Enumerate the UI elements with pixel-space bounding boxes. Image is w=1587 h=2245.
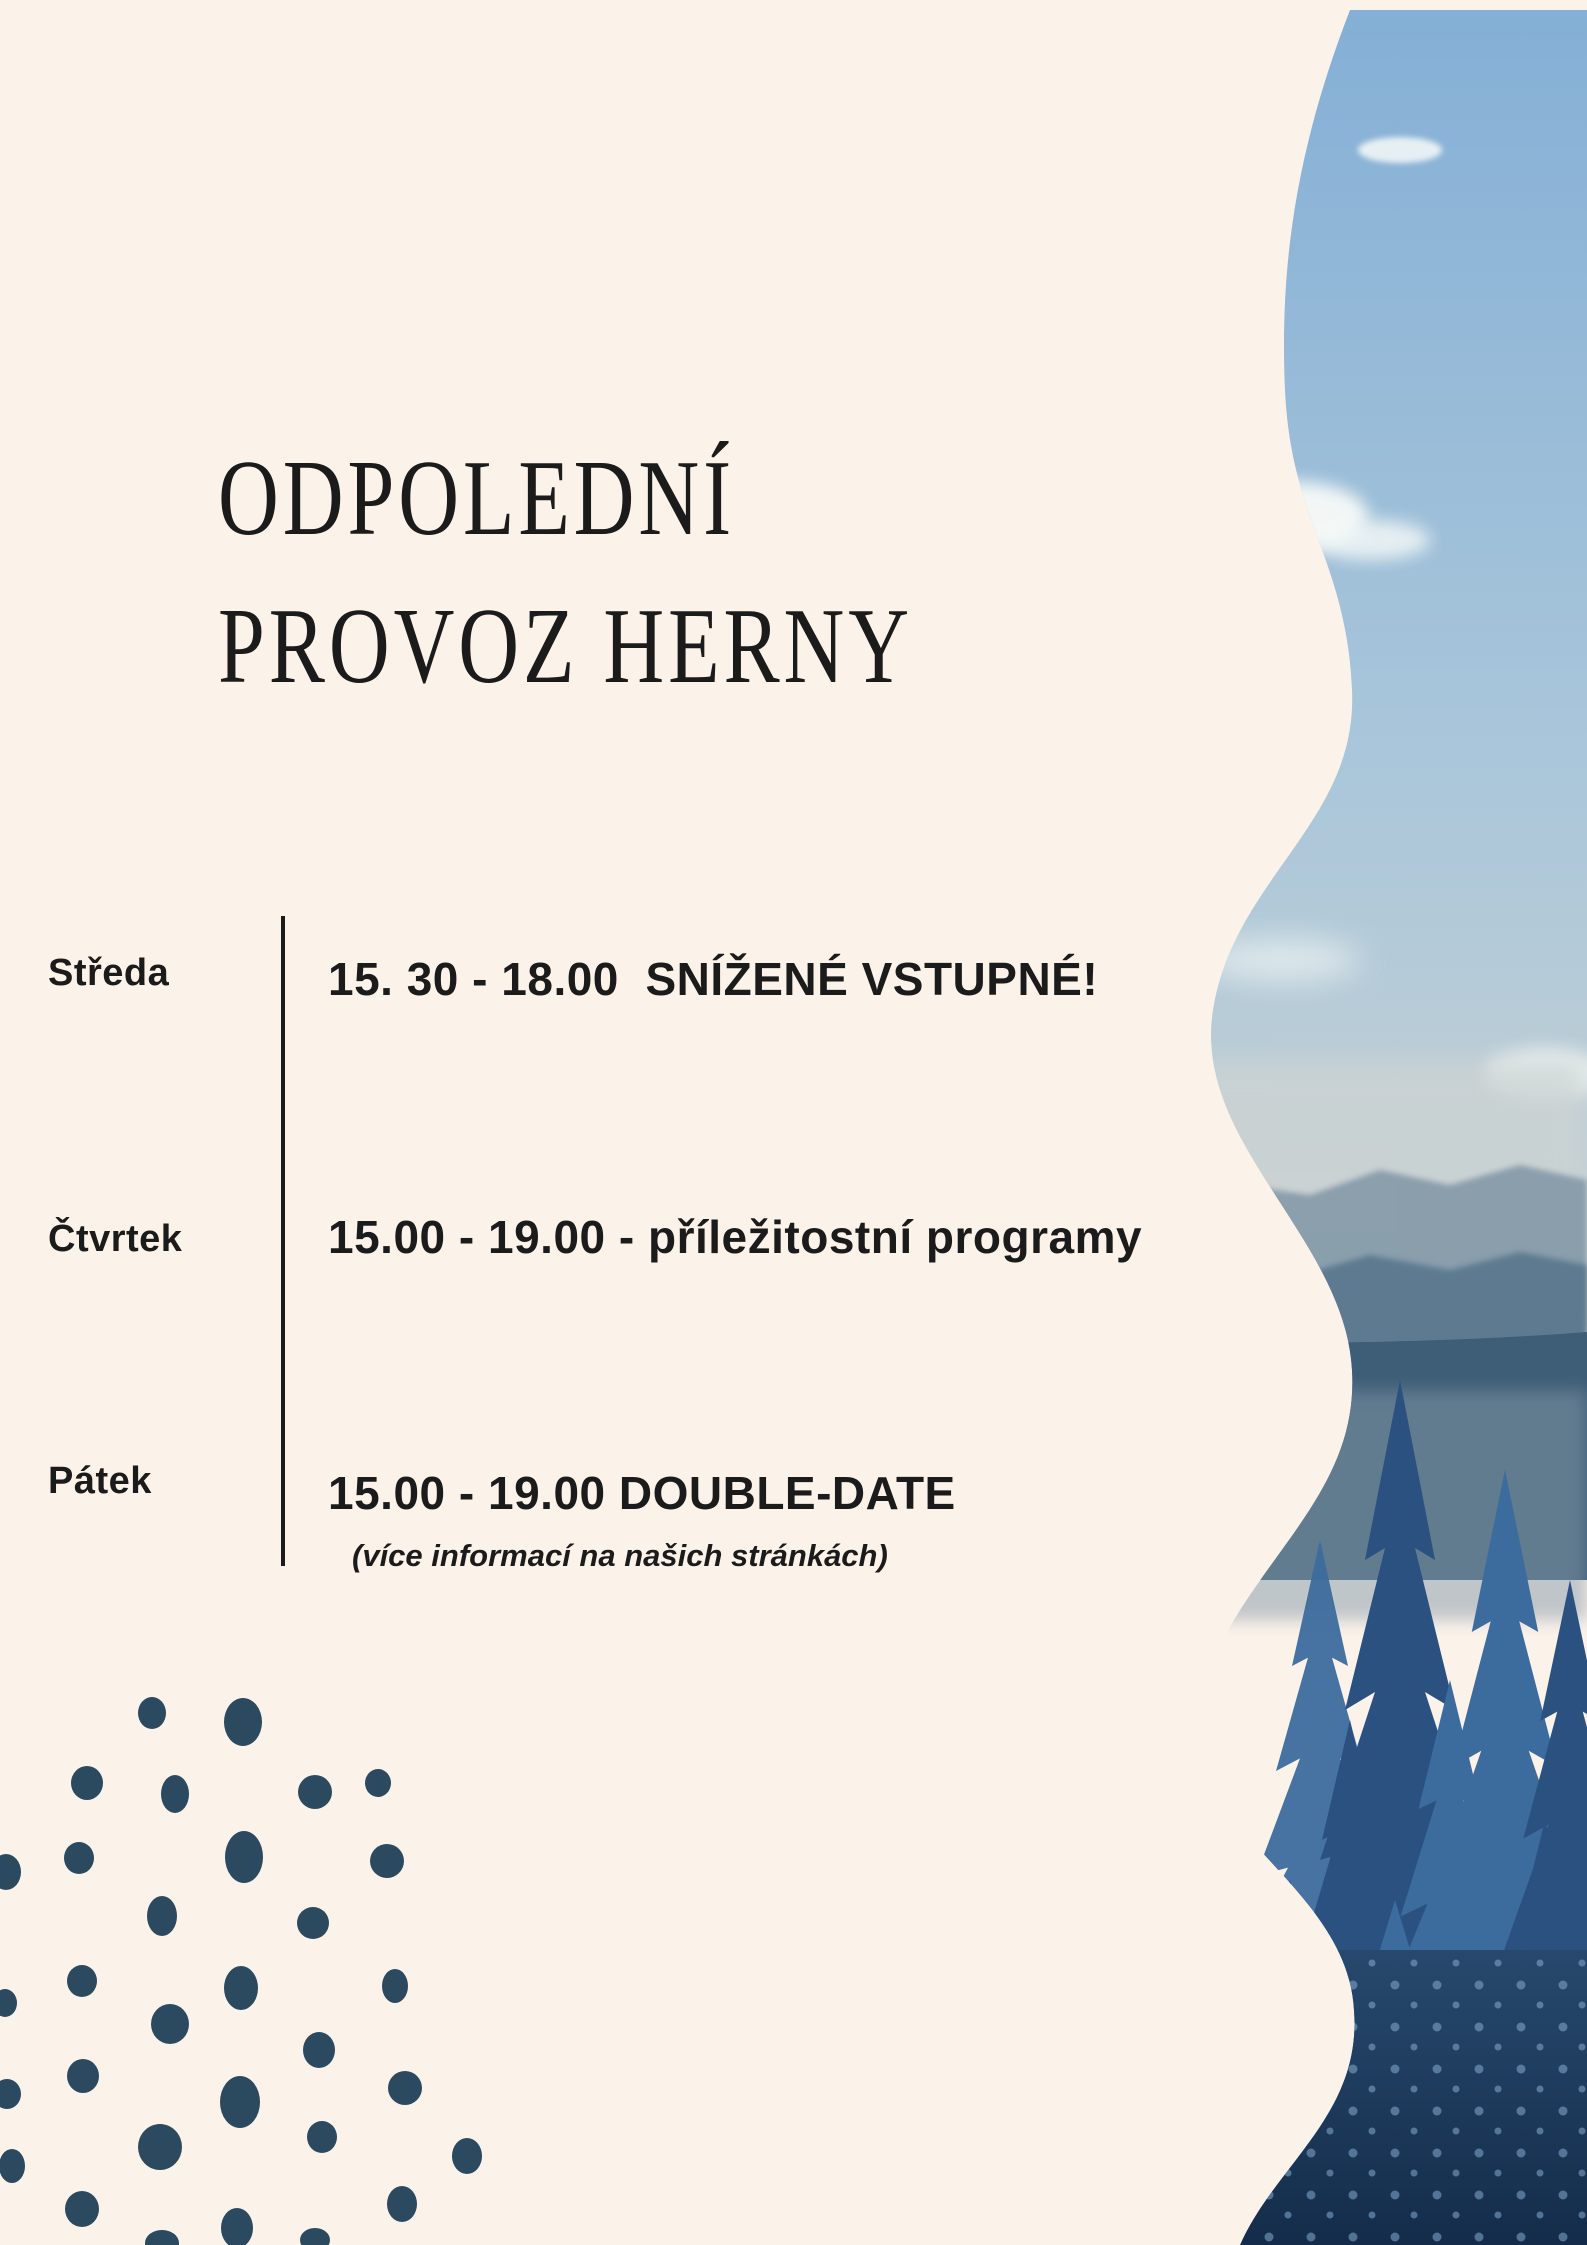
decor-dot [303, 2032, 335, 2068]
decor-dot [65, 2191, 99, 2227]
decor-dot [145, 2230, 179, 2245]
decor-dot [224, 1966, 258, 2010]
schedule-divider [281, 916, 285, 1566]
day-label-friday: Pátek [48, 1460, 152, 1502]
decor-dot [382, 1969, 408, 2003]
day-label-wednesday: Středa [48, 952, 170, 994]
poster-title [218, 425, 913, 721]
decor-dot [151, 2004, 189, 2044]
decor-dot [221, 2208, 253, 2245]
decor-dot [0, 2149, 25, 2183]
decor-dot [307, 2121, 337, 2153]
decor-dot [297, 1907, 329, 1939]
decor-dot [225, 1831, 263, 1883]
decor-dot [387, 2186, 417, 2222]
decor-dot [220, 2076, 260, 2128]
decor-dot [138, 2124, 182, 2170]
decor-dot [300, 2228, 330, 2245]
decor-dot [365, 1769, 391, 1797]
decor-dot [64, 1842, 94, 1874]
photo-clip-group [1100, 10, 1587, 2245]
decor-dot [298, 1775, 332, 1809]
schedule-time-friday: 15.00 - 19.00 DOUBLE-DATE [328, 1467, 956, 1519]
decor-dot [0, 2079, 21, 2109]
decor-dot [67, 1965, 97, 1997]
decor-dot [452, 2138, 482, 2174]
decor-dot [370, 1844, 404, 1878]
schedule-time-thursday: 15.00 - 19.00 - příležitostní programy [328, 1211, 1143, 1263]
decor-dot [147, 1896, 177, 1936]
dots-pattern [0, 1697, 482, 2245]
bottom-forest [1100, 1950, 1587, 2245]
decor-dot [67, 2059, 99, 2093]
decor-dot [0, 1989, 17, 2017]
decor-dot [0, 1854, 21, 1890]
poster-title-line2: PROVOZ HERNY [218, 587, 914, 706]
day-label-thursday: Čtvrtek [48, 1218, 183, 1260]
poster-title-line1: ODPOLEDNÍ [218, 439, 736, 558]
decor-dot [161, 1775, 189, 1813]
schedule-note-friday: (více informací na našich stránkách) [352, 1538, 888, 1573]
decor-dot [224, 1698, 262, 1746]
decor-dot [138, 1697, 166, 1729]
decor-dot [388, 2071, 422, 2105]
decor-dot [71, 1766, 103, 1800]
schedule-time-wednesday: 15. 30 - 18.00 SNÍŽENÉ VSTUPNÉ! [328, 953, 1099, 1005]
